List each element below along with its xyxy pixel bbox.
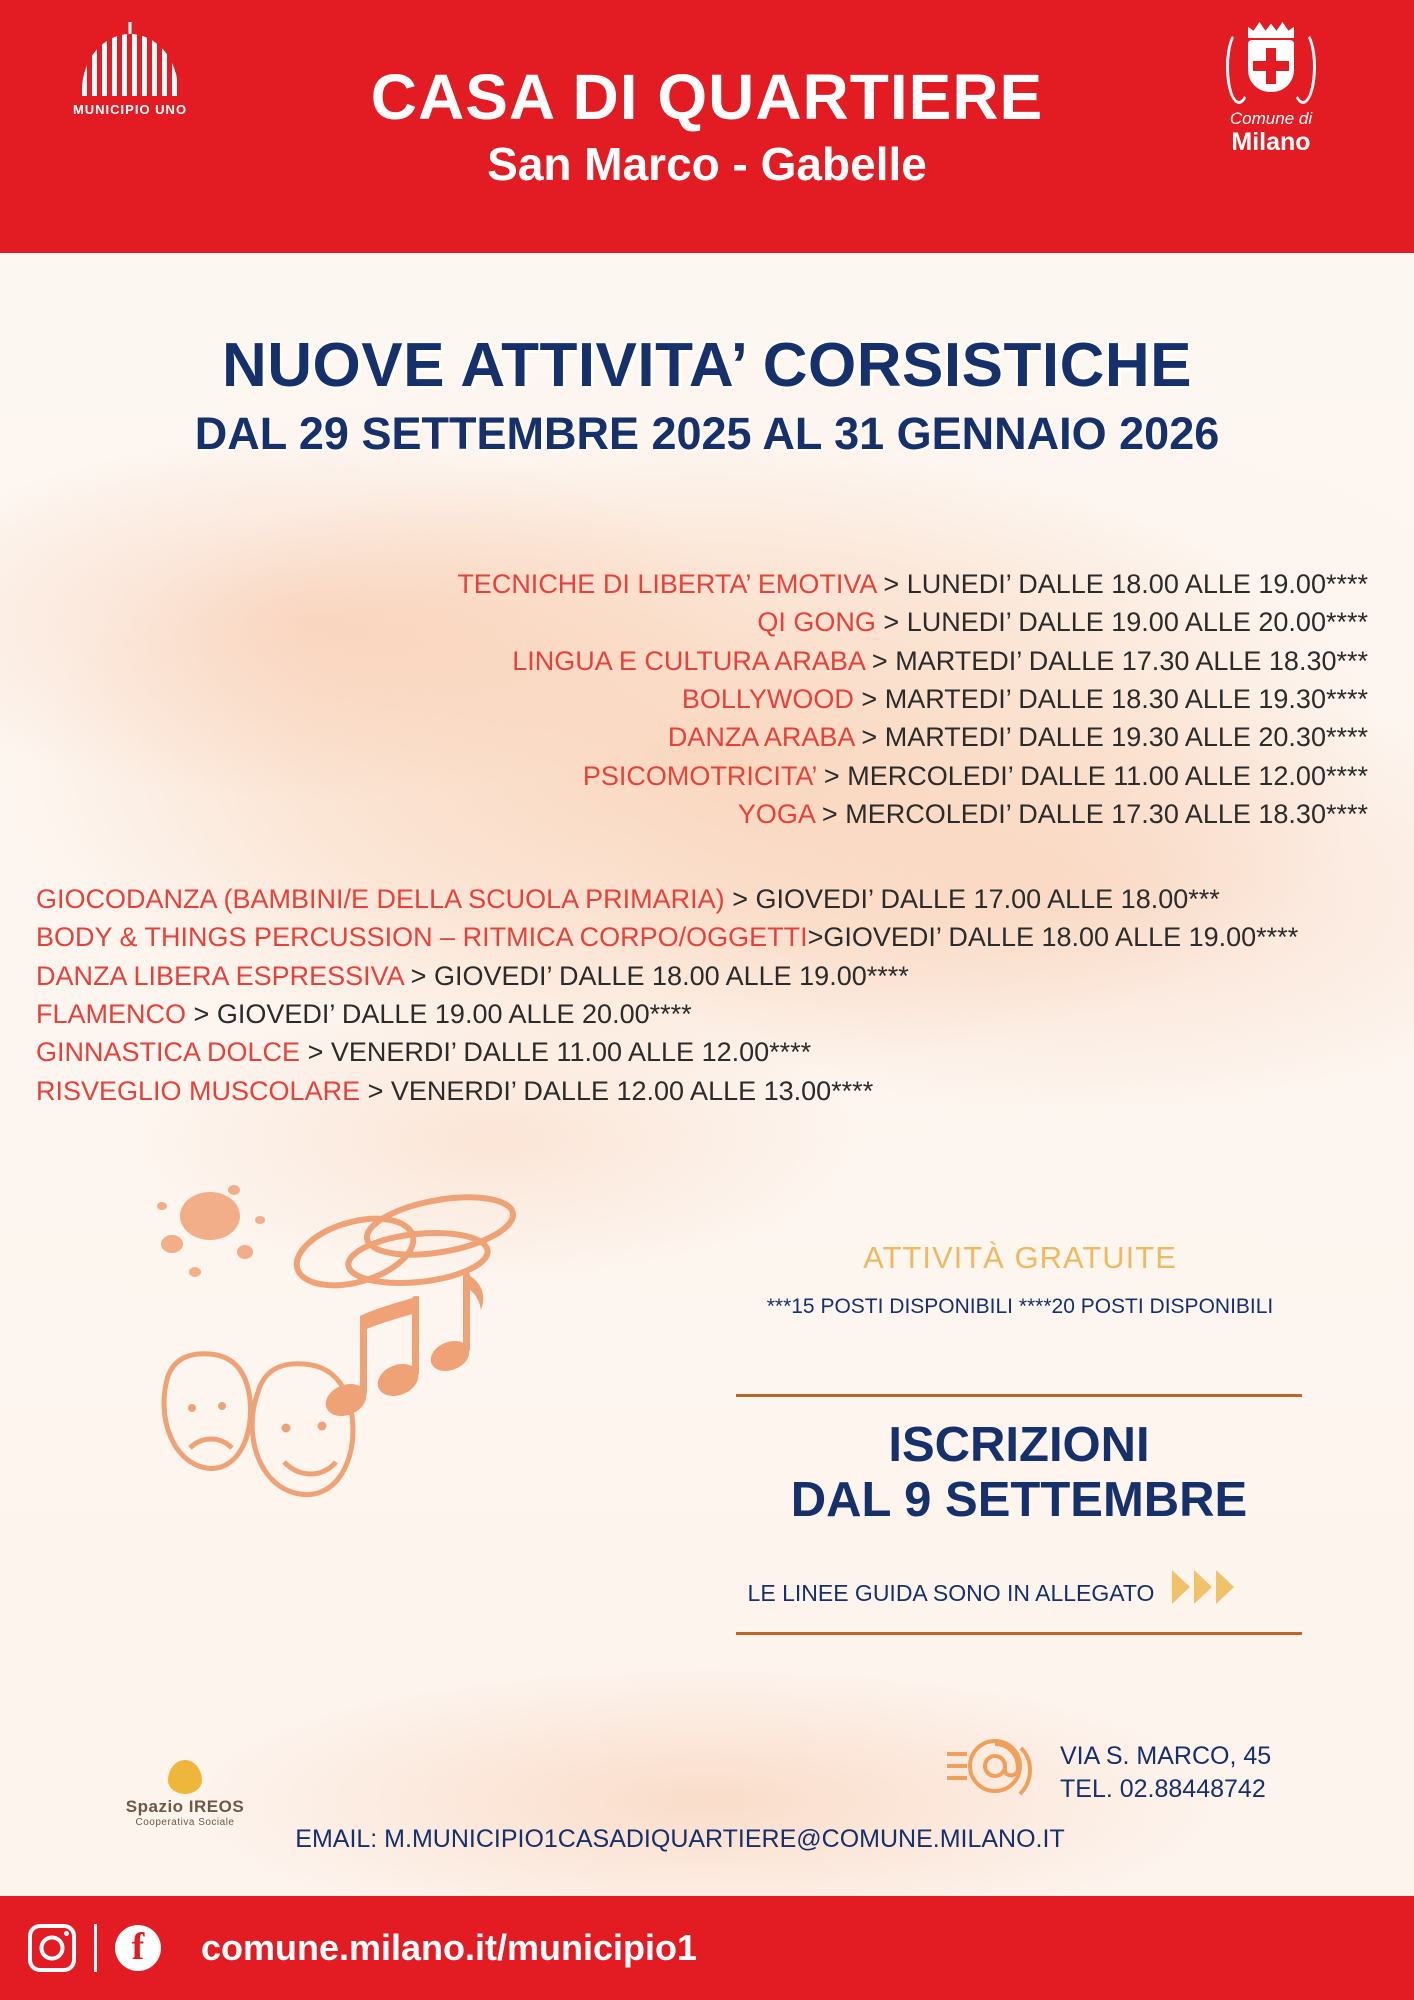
header-title: CASA DI QUARTIERE [370, 61, 1044, 134]
separator: > [193, 998, 210, 1029]
chevron-right-icon [1172, 1570, 1190, 1604]
contact-phone: TEL. 02.88448742 [1060, 1775, 1266, 1803]
header-title-block [370, 61, 1044, 190]
schedule-row [36, 880, 1376, 918]
schedule-row [0, 565, 1368, 603]
schedule-row [36, 918, 1376, 956]
footer-url[interactable]: comune.milano.it/municipio1 [201, 1927, 698, 1968]
schedule-row [36, 1033, 1376, 1071]
course-time: GIOVEDI’ DALLE 19.00 ALLE 20.00**** [216, 998, 692, 1029]
schedule-row [36, 995, 1376, 1033]
facebook-icon[interactable]: f [115, 1925, 161, 1971]
theatre-masks-icon [164, 1354, 353, 1495]
crest-icon [1232, 22, 1310, 106]
separator: > [367, 1075, 384, 1106]
course-name: GIOCODANZA (BAMBINI/E DELLA SCUOLA PRIMARIA) [36, 884, 725, 914]
course-name: TECNICHE DI LIBERTA’ EMOTIVA [457, 569, 876, 599]
enrollment-line-2: DAL 9 SETTEMBRE [790, 1472, 1248, 1527]
partner-name: Spazio IREOS [125, 1797, 245, 1816]
page-subtitle-dates: DAL 29 SETTEMBRE 2025 AL 31 GENNAIO 2026 [194, 408, 1220, 459]
separator: > [821, 798, 838, 829]
course-name: DANZA ARABA [667, 722, 854, 753]
schedule-row [0, 680, 1368, 718]
header-subtitle: San Marco - Gabelle [487, 137, 927, 190]
contact-block [530, 1740, 1360, 1806]
separator: > [823, 760, 840, 791]
email-contact-icon [945, 1734, 1035, 1804]
course-time: LUNEDI’ DALLE 19.00 ALLE 20.00**** [906, 607, 1368, 638]
hoops-icon [289, 1188, 517, 1298]
page-title: NUOVE ATTIVITA’ CORSISTICHE [222, 331, 1192, 400]
chevron-right-icon [1216, 1570, 1234, 1604]
course-time: MARTEDI’ DALLE 19.30 ALLE 20.30**** [884, 722, 1368, 753]
partner-subtitle: Cooperativa Sociale [135, 1817, 235, 1828]
municipio-logo-label: MUNICIPIO UNO [72, 102, 188, 117]
schedule-row [36, 957, 1376, 995]
schedule-row [0, 642, 1368, 680]
poster-footer [0, 1896, 1414, 2000]
enrollment-line-1: ISCRIZIONI [888, 1418, 1150, 1472]
footer-divider [94, 1924, 97, 1972]
course-name: BODY & THINGS PERCUSSION – RITMICA CORPO/OGGETTI [36, 922, 808, 953]
enrollment-block [736, 1418, 1302, 1528]
contact-address: VIA S. MARCO, 45 [1060, 1742, 1272, 1770]
flame-icon [168, 1760, 202, 1794]
course-time: MERCOLEDI’ DALLE 17.30 ALLE 18.30**** [845, 798, 1368, 829]
course-time: GIOVEDI’ DALLE 17.00 ALLE 18.00*** [755, 884, 1220, 914]
schedule-row [0, 795, 1368, 833]
music-notes-icon [321, 1272, 483, 1422]
dome-icon [82, 34, 178, 96]
poster-header [0, 0, 1414, 253]
contact-email[interactable]: EMAIL: M.MUNICIPIO1CASADIQUARTIERE@COMUNE.MILANO.IT [295, 1825, 1065, 1853]
guidelines-note: LE LINEE GUIDA SONO IN ALLEGATO [747, 1580, 1155, 1606]
comune-logo-label [1176, 110, 1366, 156]
course-name: LINGUA E CULTURA ARABA [512, 645, 865, 676]
separator: > [861, 683, 878, 714]
chevron-right-icon [1194, 1570, 1212, 1604]
course-time: MERCOLEDI’ DALLE 11.00 ALLE 12.00**** [847, 760, 1368, 791]
course-time: LUNEDI’ DALLE 18.00 ALLE 19.00**** [906, 569, 1368, 599]
course-name: FLAMENCO [36, 998, 187, 1029]
schedule-row [0, 718, 1368, 756]
contact-rows [1060, 1740, 1360, 1806]
course-name: BOLLYWOOD [681, 683, 854, 714]
schedule-group-1 [0, 565, 1368, 833]
course-time: VENERDI’ DALLE 11.00 ALLE 12.00**** [330, 1037, 812, 1068]
course-time: MARTEDI’ DALLE 18.30 ALLE 19.30**** [884, 683, 1368, 714]
crown-icon [1248, 22, 1294, 38]
separator: > [871, 645, 888, 676]
course-name: PSICOMOTRICITA’ [582, 760, 817, 791]
free-activities-title: ATTIVITÀ GRATUITE [863, 1240, 1177, 1275]
separator: > [410, 960, 427, 991]
spazio-ireos-logo [95, 1760, 275, 1828]
schedule-row [36, 1072, 1376, 1110]
schedule-row [0, 603, 1368, 641]
course-time: GIOVEDI’ DALLE 18.00 ALLE 19.00**** [823, 922, 1299, 953]
comune-di-milano-logo [1176, 22, 1366, 156]
schedule-row [0, 757, 1368, 795]
divider-top [736, 1394, 1302, 1397]
shield-icon [1248, 40, 1294, 92]
course-name: GINNASTICA DOLCE [36, 1037, 301, 1068]
separator: > [861, 722, 878, 753]
instagram-icon[interactable] [28, 1924, 76, 1972]
separator: > [883, 607, 900, 638]
schedule-group-2 [36, 880, 1376, 1110]
chevron-right-icon-group [1172, 1570, 1234, 1604]
course-name: YOGA [737, 798, 815, 829]
course-name: QI GONG [757, 607, 876, 638]
course-time: GIOVEDI’ DALLE 18.00 ALLE 19.00**** [433, 960, 909, 991]
comune-logo-label-small: Comune di [1229, 109, 1313, 128]
divider-bottom [736, 1632, 1302, 1635]
decorative-art [150, 1180, 620, 1560]
free-activities-note: ***15 POSTI DISPONIBILI ****20 POSTI DISPONIBILI [766, 1295, 1274, 1318]
course-time: VENERDI’ DALLE 12.00 ALLE 13.00**** [390, 1075, 874, 1106]
course-name: DANZA LIBERA ESPRESSIVA [36, 960, 404, 991]
course-time: MARTEDI’ DALLE 17.30 ALLE 18.30*** [895, 645, 1368, 676]
separator: > [807, 922, 824, 953]
separator: > [307, 1037, 324, 1068]
municipio-uno-logo [40, 34, 220, 117]
separator: > [732, 884, 748, 914]
separator: > [883, 569, 900, 599]
course-name: RISVEGLIO MUSCOLARE [36, 1075, 361, 1106]
paint-splatter-icon [157, 1185, 265, 1277]
comune-logo-label-big: Milano [1231, 127, 1311, 156]
